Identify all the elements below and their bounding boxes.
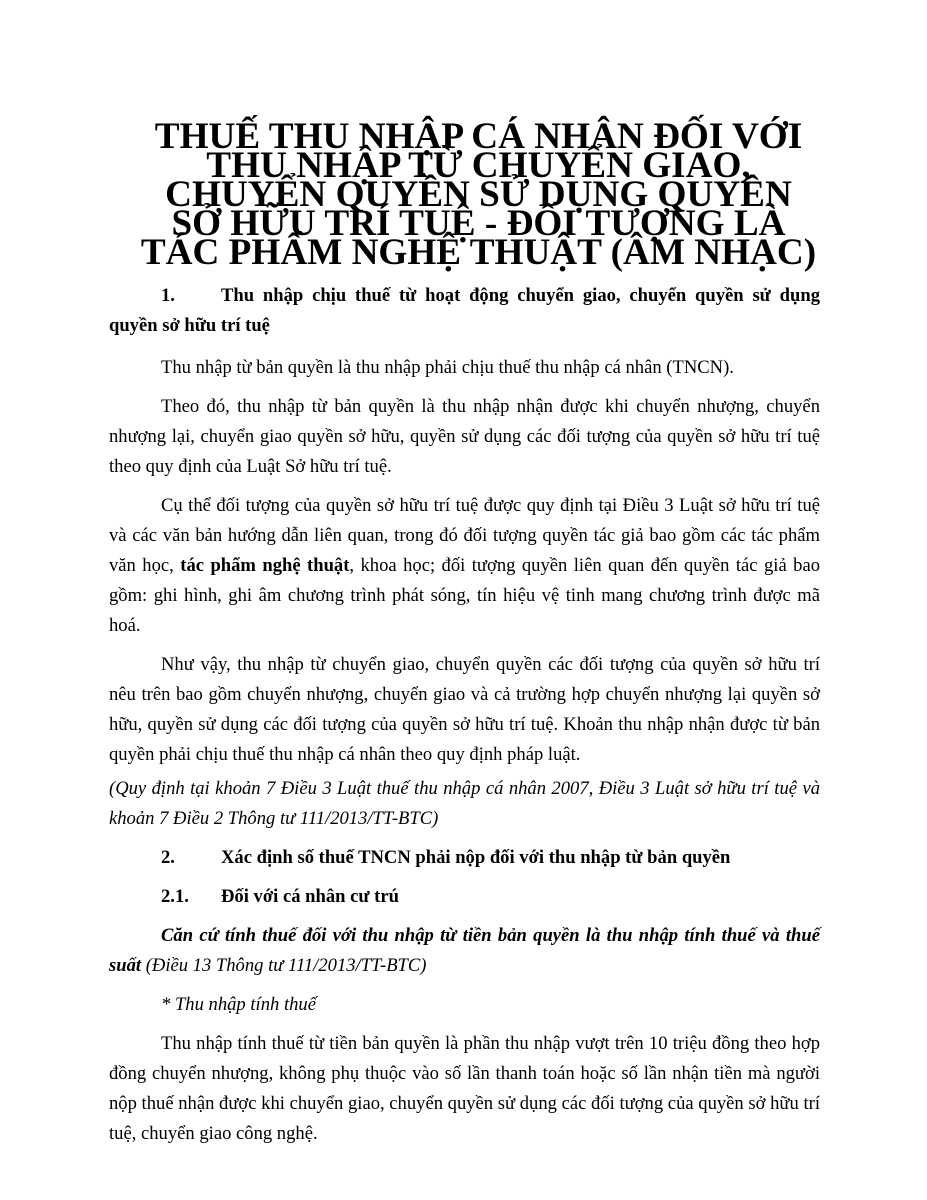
section-2-1-heading-text: Đối với cá nhân cư trú	[221, 886, 399, 907]
section-1-citation: (Quy định tại khoản 7 Điều 3 Luật thuế thu nhập cá nhân 2007, Điều 3 Luật sở hữu trí tuệ và khoản 7 Điều 2 Thông tư 111/2013/TT-BTC)	[109, 778, 820, 829]
section-1-paragraph-1: Thu nhập từ bản quyền là thu nhập phải chịu thuế thu nhập cá nhân (TNCN).	[161, 357, 734, 378]
taxable-income-label: * Thu nhập tính thuế	[161, 994, 316, 1015]
title-line-2: CHUYỂN QUYỀN SỬ DỤNG QUYỀN SỞ HỮU TRÍ TUỆ - ĐỐI TƯỢNG LÀ	[165, 174, 792, 244]
paragraph-3-text-end: , khoa học; đối tượng quyền liên quan đến quyền tác giả bao gồm: ghi hình, ghi âm chương trình phát sóng, tín hiệu vệ tinh mang chương trình được mã hoá.	[109, 555, 821, 636]
paragraph-3-emphasis: tác phẩm nghệ thuật	[180, 555, 350, 576]
title-line-1: THUẾ THU NHẬP CÁ NHÂN ĐỐI VỚI THU NHẬP TỪ CHUYỂN GIAO,	[154, 116, 803, 186]
taxable-income-paragraph: Thu nhập tính thuế từ tiền bản quyền là phần thu nhập vượt trên 10 triệu đồng theo hợp đồng chuyển nhượng, không phụ thuộc vào số lần thanh toán hoặc số lần nhận tiền mà người nộp thuế nhận được khi chuyển giao, chuyển quyền sử dụng các đối tượng của quyền sở hữu trí tuệ, chuyển giao công nghệ.	[109, 1033, 820, 1144]
section-1-paragraph-3	[109, 491, 820, 641]
tax-basis-reference: (Điều 13 Thông tư 111/2013/TT-BTC)	[141, 955, 427, 976]
section-2-1-number: 2.1.	[161, 886, 189, 907]
section-1-paragraph-4: Như vậy, thu nhập từ chuyển giao, chuyển quyền các đối tượng của quyền sở hữu trí nêu trên bao gồm chuyển nhượng, chuyển giao và cả trường hợp chuyển nhượng lại quyền sở hữu, quyền sử dụng các đối tượng của quyền sở hữu trí tuệ. Khoản thu nhập nhận được từ bản quyền phải chịu thuế thu nhập cá nhân theo quy định pháp luật.	[109, 654, 820, 765]
section-2-heading	[109, 843, 820, 873]
section-2-number: 2.	[161, 847, 175, 868]
section-1-number: 1.	[161, 285, 175, 306]
title-line-3: TÁC PHẨM NGHỆ THUẬT (ÂM NHẠC)	[140, 232, 817, 273]
tax-basis-paragraph	[109, 921, 820, 981]
section-1-heading	[109, 281, 820, 341]
section-1-heading-text: Thu nhập chịu thuế từ hoạt động chuyển giao, chuyển quyền sử dụng quyền sở hữu trí tuệ	[109, 285, 820, 336]
tax-basis-emphasis: Căn cứ tính thuế đối với thu nhập từ tiền bản quyền là thu nhập tính thuế và thuế suất	[109, 925, 820, 976]
section-2-1-heading	[109, 882, 820, 912]
section-2-heading-text: Xác định số thuế TNCN phải nộp đối với thu nhập từ bản quyền	[221, 847, 731, 868]
paragraph-3-text-start: Cụ thể đối tượng của quyền sở hữu trí tuệ được quy định tại Điều 3 Luật sở hữu trí tuệ và các văn bản hướng dẫn liên quan, trong đó đối tượng quyền tác giả bao gồm các tác phẩm văn học,	[109, 495, 820, 576]
section-1-paragraph-2: Theo đó, thu nhập từ bản quyền là thu nhập nhận được khi chuyển nhượng, chuyển nhượng lại, chuyển giao quyền sở hữu, quyền sử dụng các đối tượng của quyền sở hữu trí tuệ theo quy định của Luật Sở hữu trí tuệ.	[109, 396, 820, 477]
page-title	[109, 116, 820, 273]
